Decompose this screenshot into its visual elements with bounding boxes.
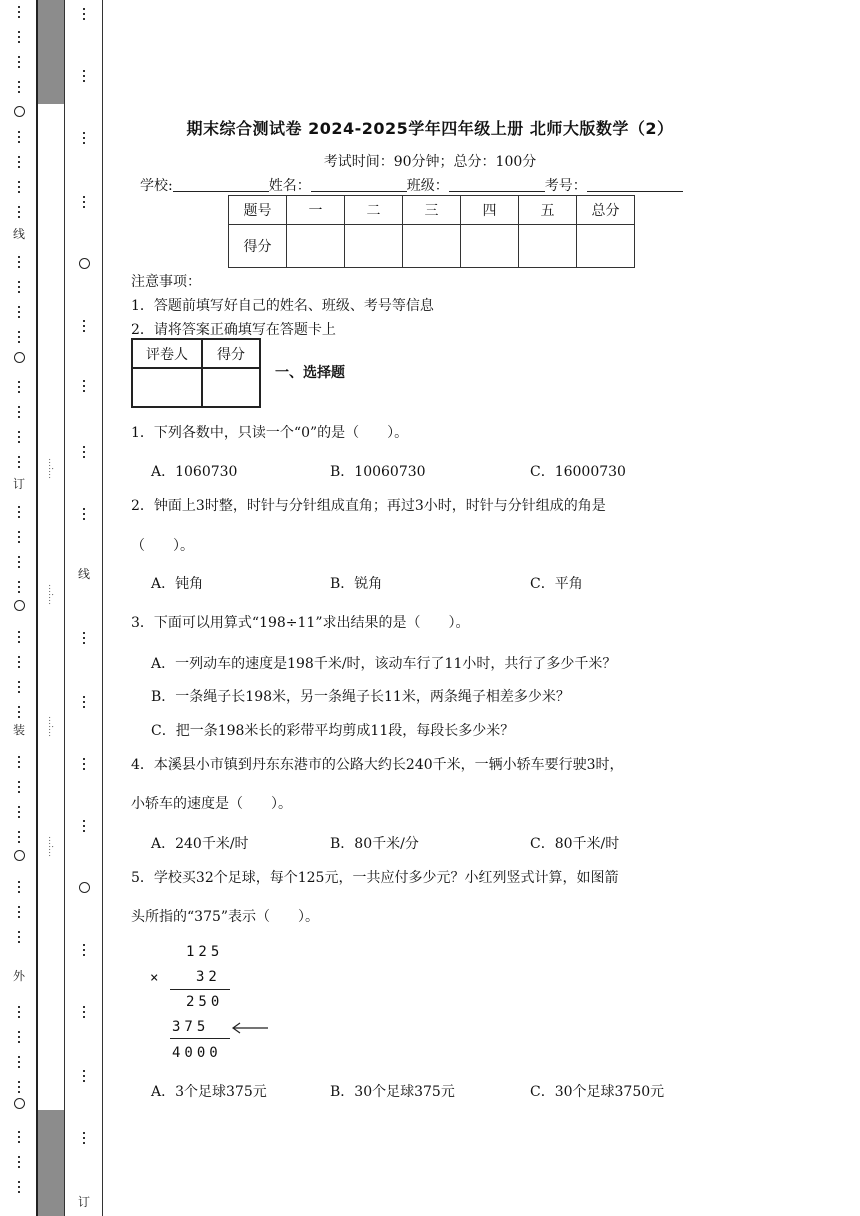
binding-dot-group xyxy=(17,331,21,346)
name-blank xyxy=(311,177,407,192)
question-2-option-b: B．锐角 xyxy=(330,576,383,592)
binding-outer-line xyxy=(36,0,38,1216)
binding-dot-group xyxy=(82,1006,86,1021)
binding-dot-group xyxy=(17,881,21,896)
question-3-option-c: C．把一条198米长的彩带平均剪成11段，每段长多少米？ xyxy=(151,723,515,739)
school-label: 学校: xyxy=(140,178,173,194)
binding-dot-group xyxy=(82,944,86,959)
binding-dot-group xyxy=(17,1031,21,1046)
binding-circle xyxy=(14,352,25,363)
arrow-left-icon xyxy=(230,1022,270,1034)
question-2-stem-line1: 2．钟面上3时整，时针与分针组成直角；再过3小时，时针与分针组成的角是 xyxy=(131,498,606,514)
binding-dot-group xyxy=(17,1131,21,1146)
partial-product-1: 250 xyxy=(186,994,224,1010)
binding-margin-line xyxy=(102,0,103,1216)
binding-dot-group xyxy=(82,380,86,395)
grader-table xyxy=(131,338,261,408)
binding-dot-group xyxy=(17,781,21,796)
binding-dot-group xyxy=(17,906,21,921)
binding-dot-group xyxy=(17,681,21,696)
binding-inner-circle xyxy=(79,882,90,893)
binding-dot-group xyxy=(82,320,86,335)
binding-dot-group xyxy=(17,181,21,196)
question-1-option-c: C．16000730 xyxy=(530,464,626,480)
rule-line xyxy=(170,989,230,990)
binding-dot-group xyxy=(17,756,21,771)
binding-dot-group xyxy=(17,206,21,221)
binding-dot-group xyxy=(82,820,86,835)
question-5-stem-line2: 头所指的“375”表示（ ）。 xyxy=(131,909,320,925)
binding-dot-group xyxy=(82,508,86,523)
notes-item: 1．答题前填写好自己的姓名、班级、考号等信息 xyxy=(131,298,434,314)
multiplier: 32 xyxy=(196,969,221,985)
score-header-cell: 一 xyxy=(287,196,345,225)
score-row-label: 得分 xyxy=(229,225,287,268)
binding-circle xyxy=(14,600,25,611)
binding-dot-group xyxy=(17,1181,21,1196)
question-4-option-c: C．80千米/时 xyxy=(530,836,620,852)
student-info-line xyxy=(140,175,683,195)
question-1-option-b: B．10060730 xyxy=(330,464,426,480)
binding-dot-group xyxy=(82,1070,86,1085)
grader-header: 得分 xyxy=(202,339,260,368)
binding-dot-group xyxy=(17,1056,21,1071)
multiply-sign: × xyxy=(150,970,163,986)
question-4-option-b: B．80千米/分 xyxy=(330,836,419,852)
binding-dot-group xyxy=(17,556,21,571)
binding-dot-group xyxy=(17,156,21,171)
binding-inner-char-ding: 订 xyxy=(77,1195,90,1209)
binding-dot-group xyxy=(17,381,21,396)
binding-dot-group xyxy=(17,431,21,446)
binding-dot-group xyxy=(17,56,21,71)
binding-gray-block-top xyxy=(38,0,64,104)
binding-dot-group xyxy=(82,132,86,147)
binding-mid-label: …:… xyxy=(46,716,56,738)
binding-char-ding: 订 xyxy=(12,477,25,491)
question-3-stem: 3．下面可以用算式“198÷11”求出结果的是（ ）。 xyxy=(131,615,470,631)
score-cell[interactable] xyxy=(519,225,577,268)
binding-circle xyxy=(14,106,25,117)
binding-dot-group xyxy=(17,81,21,96)
binding-dot-group xyxy=(82,70,86,85)
binding-dot-group xyxy=(17,806,21,821)
score-header-cell: 总分 xyxy=(577,196,635,225)
binding-inner-circle xyxy=(79,258,90,269)
grader-cell[interactable] xyxy=(202,368,260,407)
partial-product-2: 375 xyxy=(172,1019,210,1035)
grader-header: 评卷人 xyxy=(132,339,202,368)
question-1-option-a: A．1060730 xyxy=(151,464,238,480)
binding-inner-line xyxy=(64,0,65,1216)
question-2-stem-line2: （ ）。 xyxy=(131,538,194,554)
score-header-cell: 五 xyxy=(519,196,577,225)
class-label: 班级： xyxy=(406,178,449,194)
vertical-multiplication-figure xyxy=(150,944,280,1064)
exam-no-label: 考号： xyxy=(544,178,587,194)
binding-circle xyxy=(14,1098,25,1109)
binding-dot-group xyxy=(17,456,21,471)
score-header-cell: 二 xyxy=(345,196,403,225)
binding-dot-group xyxy=(17,706,21,721)
binding-dot-group xyxy=(17,831,21,846)
binding-dot-group xyxy=(17,531,21,546)
score-header-cell: 三 xyxy=(403,196,461,225)
score-cell[interactable] xyxy=(345,225,403,268)
score-cell[interactable] xyxy=(461,225,519,268)
binding-gray-block-bottom xyxy=(38,1110,64,1216)
binding-dot-group xyxy=(17,6,21,21)
binding-dot-group xyxy=(82,196,86,211)
question-5-option-c: C．30个足球3750元 xyxy=(530,1084,665,1100)
question-1-stem: 1．下列各数中，只读一个“0”的是（ ）。 xyxy=(131,425,409,441)
question-5-stem-line1: 5．学校买32个足球，每个125元，一共应付多少元？小红列竖式计算，如图箭 xyxy=(131,870,619,886)
grader-cell[interactable] xyxy=(132,368,202,407)
binding-circle xyxy=(14,850,25,861)
score-cell[interactable] xyxy=(287,225,345,268)
name-label: 姓名： xyxy=(268,178,311,194)
question-5-option-a: A．3个足球375元 xyxy=(151,1084,267,1100)
binding-dot-group xyxy=(82,8,86,23)
question-4-option-a: A．240千米/时 xyxy=(151,836,249,852)
binding-char-xian: 线 xyxy=(12,227,25,241)
question-2-option-a: A．钝角 xyxy=(151,576,204,592)
final-product: 4000 xyxy=(172,1045,222,1061)
page-title: 期末综合测试卷 2024-2025学年四年级上册 北师大版数学（2） xyxy=(186,119,674,138)
binding-dot-group xyxy=(17,406,21,421)
binding-char-wai: 外 xyxy=(12,969,25,983)
binding-char-zhuang: 装 xyxy=(12,723,25,737)
binding-dot-group xyxy=(17,631,21,646)
exam-subtitle: 考试时间：90分钟；总分：100分 xyxy=(323,154,537,170)
score-cell[interactable] xyxy=(403,225,461,268)
binding-dot-group xyxy=(17,581,21,596)
question-4-stem-line1: 4．本溪县小市镇到丹东东港市的公路大约长240千米，一辆小轿车要行驶3时， xyxy=(131,757,624,773)
notes-item: 2．请将答案正确填写在答题卡上 xyxy=(131,322,336,338)
notes-block xyxy=(131,270,434,342)
score-cell[interactable] xyxy=(577,225,635,268)
binding-dot-group xyxy=(17,931,21,946)
binding-dot-group xyxy=(17,131,21,146)
notes-heading: 注意事项： xyxy=(131,274,201,290)
class-blank xyxy=(449,177,545,192)
question-4-stem-line2: 小轿车的速度是（ ）。 xyxy=(131,796,292,812)
section-title: 一、选择题 xyxy=(275,365,345,381)
multiplicand: 125 xyxy=(186,944,224,960)
binding-inner-char-xian: 线 xyxy=(77,567,90,581)
binding-dot-group xyxy=(17,1156,21,1171)
binding-dot-group xyxy=(17,306,21,321)
binding-dot-group xyxy=(17,1081,21,1096)
binding-dot-group xyxy=(82,1132,86,1147)
rule-line xyxy=(170,1038,230,1039)
binding-mid-label: …:… xyxy=(46,584,56,606)
binding-mid-label: …:… xyxy=(46,836,56,858)
binding-dot-group xyxy=(17,656,21,671)
score-header-cell: 题号 xyxy=(229,196,287,225)
binding-dot-group xyxy=(82,758,86,773)
binding-dot-group xyxy=(17,506,21,521)
binding-dot-group xyxy=(17,1006,21,1021)
score-table xyxy=(228,195,635,268)
question-5-option-b: B．30个足球375元 xyxy=(330,1084,455,1100)
binding-mid-label: …:… xyxy=(46,458,56,480)
question-3-option-b: B．一条绳子长198米，另一条绳子长11米，两条绳子相差多少米？ xyxy=(151,689,570,705)
binding-dot-group xyxy=(17,281,21,296)
exam-no-blank xyxy=(587,177,683,192)
school-blank xyxy=(173,177,269,192)
binding-dot-group xyxy=(17,31,21,46)
question-2-option-c: C．平角 xyxy=(530,576,583,592)
binding-dot-group xyxy=(82,446,86,461)
binding-dot-group xyxy=(17,256,21,271)
binding-dot-group xyxy=(82,632,86,647)
score-header-cell: 四 xyxy=(461,196,519,225)
binding-dot-group xyxy=(82,696,86,711)
question-3-option-a: A．一列动车的速度是198千米/时，该动车行了11小时，共行了多少千米？ xyxy=(151,656,617,672)
